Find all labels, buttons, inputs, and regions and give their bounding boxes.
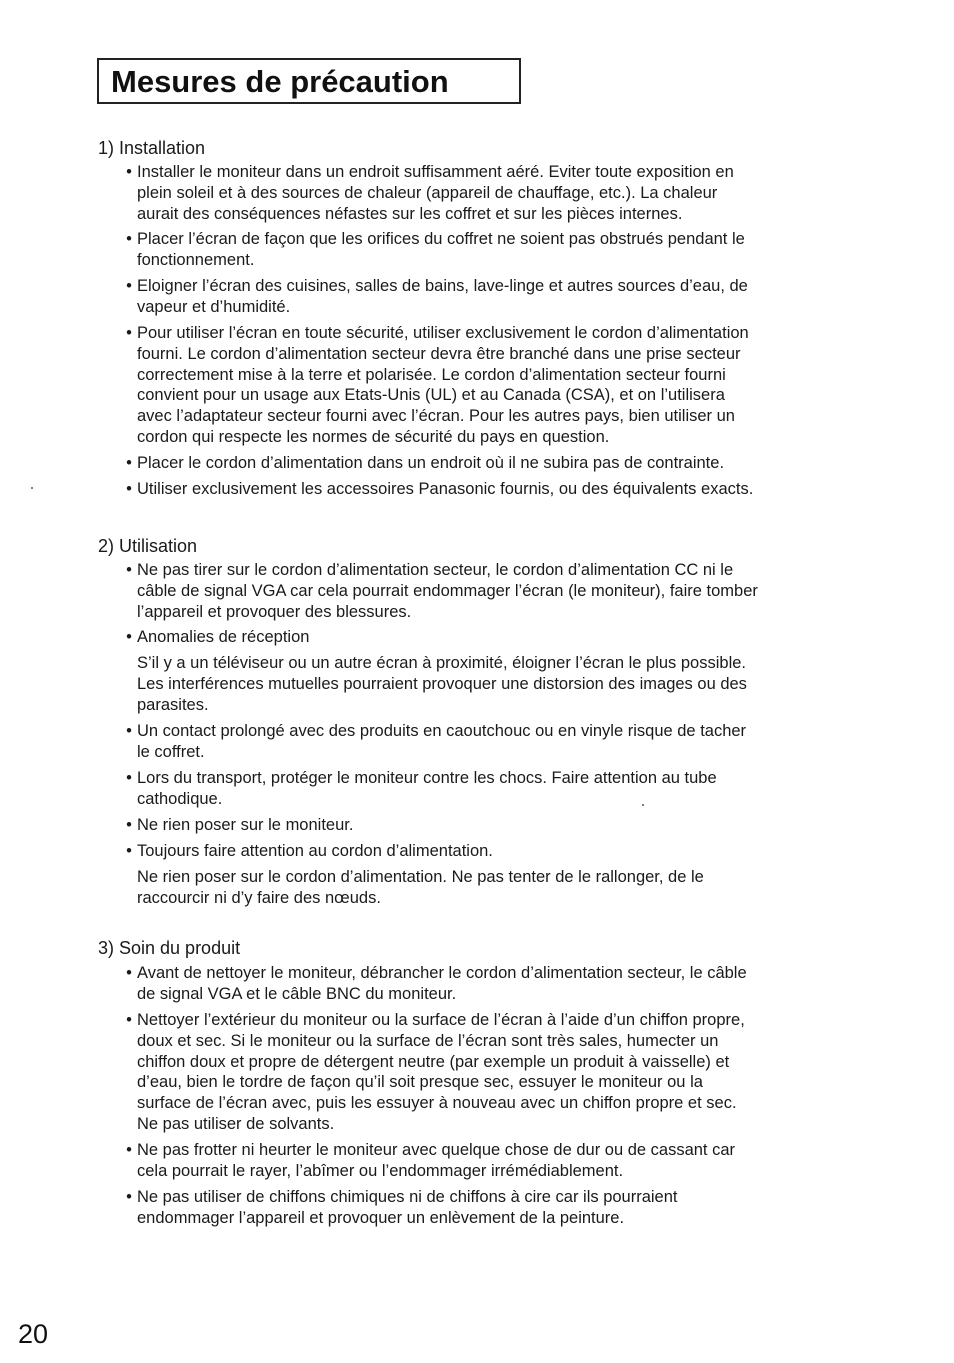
bullet-item: [122, 229, 862, 271]
text-line: Placer le cordon d’alimentation dans un endroit où il ne subira pas de contrainte.: [137, 454, 725, 472]
bullet-item: [122, 963, 862, 1005]
page-title: Mesures de précaution: [111, 64, 449, 99]
bullet-item: [122, 1140, 862, 1182]
text-line: chiffon doux et propre de détergent neutre (par exemple un produit à vaisselle) et: [137, 1052, 730, 1071]
bullet-item: [122, 479, 862, 500]
text-line: Un contact prolongé avec des produits en caoutchouc ou en vinyle risque de tacher: [137, 722, 747, 740]
bullet-item: [122, 768, 862, 810]
page-number: 20: [18, 1319, 49, 1349]
bullet-marker: •: [126, 163, 132, 181]
text-line: cela pourrait le rayer, l’abîmer ou l’endommager irrémédiablement.: [137, 1161, 624, 1180]
text-line: Placer l’écran de façon que les orifices du coffret ne soient pas obstrués pendant le: [137, 230, 745, 248]
text-line: raccourcir ni d’y faire des nœuds.: [137, 888, 381, 907]
text-line: Ne pas frotter ni heurter le moniteur avec quelque chose de dur ou de cassant car: [137, 1141, 736, 1159]
text-line: Utiliser exclusivement les accessoires Panasonic fournis, ou des équivalents exacts.: [137, 480, 754, 498]
text-line: cordon qui respecte les normes de sécurité du pays en question.: [137, 427, 610, 446]
text-line: vapeur et d’humidité.: [137, 297, 291, 316]
text-line: Les interférences mutuelles pourraient provoquer une distorsion des images ou des: [137, 674, 747, 693]
paragraph: [122, 653, 862, 715]
text-line: Pour utiliser l’écran en toute sécurité, utiliser exclusivement le cordon d’alimentation: [137, 324, 749, 342]
text-line: de signal VGA et le câble BNC du moniteur.: [137, 984, 457, 1003]
text-line: l’appareil et provoquer des blessures.: [137, 602, 412, 621]
bullet-marker: •: [126, 480, 132, 498]
scan-speck: [31, 487, 33, 489]
text-line: Eloigner l’écran des cuisines, salles de bains, lave-linge et autres sources d’eau, de: [137, 277, 748, 295]
text-line: avec l’adaptateur secteur fourni avec l’écran. Pour les autres pays, bien utiliser un: [137, 407, 735, 426]
text-line: le coffret.: [137, 742, 205, 761]
text-line: doux et sec. Si le moniteur ou la surface de l’écran sont très sales, humecter un: [137, 1031, 719, 1050]
section-heading: 3) Soin du produit: [98, 938, 241, 958]
bullet-marker: •: [126, 964, 132, 982]
text-line: d’eau, bien le tordre de façon qu’il soit presque sec, essuyer le moniteur ou la: [137, 1073, 703, 1092]
paragraph: [122, 867, 862, 909]
bullet-item: [122, 627, 862, 648]
bullet-item: [122, 560, 862, 622]
bullet-item: [122, 453, 862, 474]
text-line: Ne rien poser sur le cordon d’alimentation. Ne pas tenter de le rallonger, de le: [137, 868, 704, 886]
text-line: Nettoyer l’extérieur du moniteur ou la surface de l’écran à l’aide d’un chiffon propre,: [137, 1011, 745, 1029]
bullet-marker: •: [126, 230, 132, 248]
scan-speck: [642, 804, 644, 806]
text-line: fourni. Le cordon d’alimentation secteur devra être branché dans une prise secteur: [137, 344, 741, 363]
bullet-marker: •: [126, 1188, 132, 1206]
bullet-marker: •: [126, 1141, 132, 1159]
bullet-marker: •: [126, 842, 132, 860]
text-line: Avant de nettoyer le moniteur, débrancher le cordon d’alimentation secteur, le câble: [137, 964, 747, 982]
bullet-item: [122, 1010, 862, 1135]
bullet-item: [122, 1187, 862, 1229]
bullet-marker: •: [126, 454, 132, 472]
text-line: S’il y a un téléviseur ou un autre écran à proximité, éloigner l’écran le plus possible.: [137, 654, 746, 672]
text-line: Toujours faire attention au cordon d’alimentation.: [137, 842, 493, 860]
text-line: convient pour un usage aux Etats-Unis (UL) et au Canada (CSA), et on l’utilisera: [137, 386, 725, 405]
text-line: fonctionnement.: [137, 250, 255, 269]
bullet-marker: •: [126, 324, 132, 342]
bullet-marker: •: [126, 628, 132, 646]
bullet-item: [122, 815, 862, 836]
bullet-marker: •: [126, 769, 132, 787]
text-line: Anomalies de réception: [137, 628, 310, 646]
section-heading: 1) Installation: [98, 138, 206, 158]
text-line: plein soleil et à des sources de chaleur (appareil de chauffage, etc.). La chaleur: [137, 183, 718, 202]
bullet-marker: •: [126, 816, 132, 834]
text-line: Ne rien poser sur le moniteur.: [137, 816, 354, 834]
text-line: cathodique.: [137, 789, 223, 808]
bullet-item: [122, 841, 862, 862]
text-line: aurait des conséquences néfastes sur les coffret et sur les pièces internes.: [137, 204, 683, 223]
bullet-item: [122, 721, 862, 763]
page-title-box: [97, 58, 521, 104]
bullet-marker: •: [126, 722, 132, 740]
text-line: Installer le moniteur dans un endroit suffisamment aéré. Eviter toute exposition en: [137, 163, 734, 181]
bullet-item: [122, 276, 862, 318]
text-line: endommager l’appareil et provoquer un enlèvement de la peinture.: [137, 1208, 625, 1227]
text-line: parasites.: [137, 695, 209, 714]
text-line: Ne pas tirer sur le cordon d’alimentation secteur, le cordon d’alimentation CC ni le: [137, 561, 734, 579]
section-heading: 2) Utilisation: [98, 536, 198, 556]
text-line: surface de l’écran avec, puis les essuyer à nouveau avec un chiffon propre et sec.: [137, 1094, 737, 1113]
bullet-marker: •: [126, 277, 132, 295]
text-line: Ne pas utiliser de chiffons chimiques ni de chiffons à cire car ils pourraient: [137, 1188, 678, 1206]
text-line: Ne pas utiliser de solvants.: [137, 1114, 335, 1133]
bullet-marker: •: [126, 561, 132, 579]
text-line: Lors du transport, protéger le moniteur contre les chocs. Faire attention au tube: [137, 769, 717, 787]
text-line: câble de signal VGA car cela pourrait endommager l’écran (le moniteur), faire tomber: [137, 581, 758, 600]
bullet-item: [122, 162, 862, 224]
bullet-item: [122, 323, 862, 448]
text-line: correctement mise à la terre et polarisée. Le cordon d’alimentation secteur fourni: [137, 365, 726, 384]
bullet-marker: •: [126, 1011, 132, 1029]
